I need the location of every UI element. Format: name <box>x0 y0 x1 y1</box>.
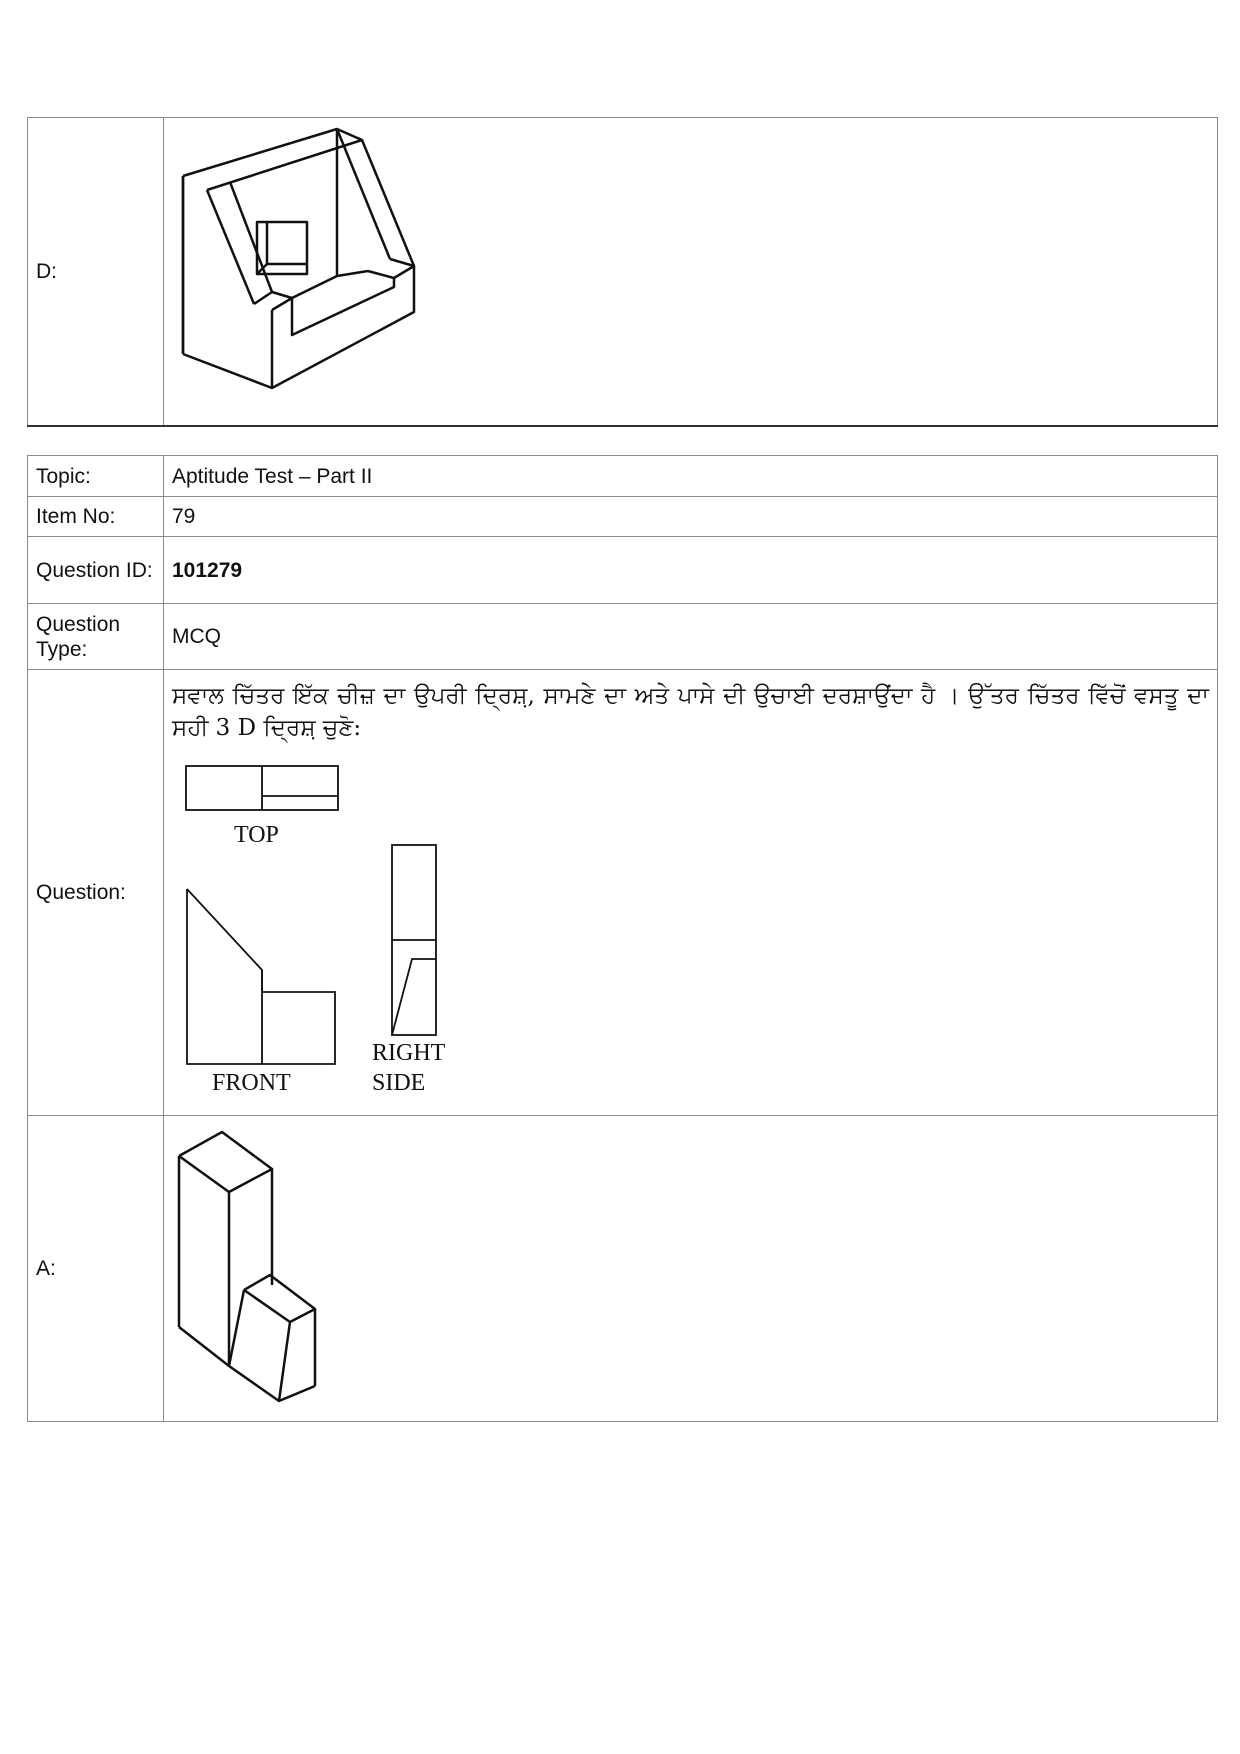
option-d-table <box>27 117 1218 427</box>
option-a-row <box>28 1116 1218 1422</box>
option-d-row <box>28 118 1218 426</box>
question-type-label: Question Type: <box>28 604 164 670</box>
option-d-figure-cell <box>164 118 1218 426</box>
right-side-view-outline <box>392 845 436 1035</box>
question-id-row <box>28 537 1218 604</box>
question-row <box>28 670 1218 1116</box>
isometric-object-d-icon <box>172 126 432 416</box>
question-text: ਸਵਾਲ ਚਿੱਤਰ ਇੱਕ ਚੀਜ਼ ਦਾ ਉਪਰੀ ਦ੍ਰਿਸ਼਼, ਸਾਮਣੇ ਦਾ ਅਤੇ ਪਾਸੇ ਦੀ ਉਚਾਈ ਦਰਸ਼ਾਉਂਦਾ ਹੈ । ਉੱਤਰ ਚਿੱਤਰ ਵਿੱਚੋਂ ਵਸਤੂ ਦਾ ਸਹੀ 3 D ਦ੍ਰਿਸ਼਼ ਚੁਣੋ: <box>172 683 1209 741</box>
question-id-value: 101279 <box>164 537 1218 604</box>
top-view-outline <box>186 766 338 810</box>
top-view-label: TOP <box>234 822 279 848</box>
topic-value: Aptitude Test – Part II <box>164 456 1218 497</box>
item-row <box>28 497 1218 537</box>
question-label: Question: <box>28 670 164 1116</box>
topic-row <box>28 456 1218 497</box>
item-value: 79 <box>164 497 1218 537</box>
question-type-value: MCQ <box>164 604 1218 670</box>
isometric-object-a-icon <box>172 1129 342 1409</box>
question-table <box>27 455 1218 1422</box>
option-d-label: D: <box>28 118 164 426</box>
option-a-label: A: <box>28 1116 164 1422</box>
question-content <box>164 670 1218 1116</box>
orthographic-views-drawing <box>172 750 492 1096</box>
right-view-label-line2: SIDE <box>372 1070 426 1096</box>
option-a-figure-cell <box>164 1116 1218 1422</box>
front-view-label: FRONT <box>212 1070 291 1096</box>
item-label: Item No: <box>28 497 164 537</box>
question-id-label: Question ID: <box>28 537 164 604</box>
right-view-label-line1: RIGHT <box>372 1040 446 1066</box>
question-type-row <box>28 604 1218 670</box>
topic-label: Topic: <box>28 456 164 497</box>
front-view-outline <box>187 889 335 1064</box>
